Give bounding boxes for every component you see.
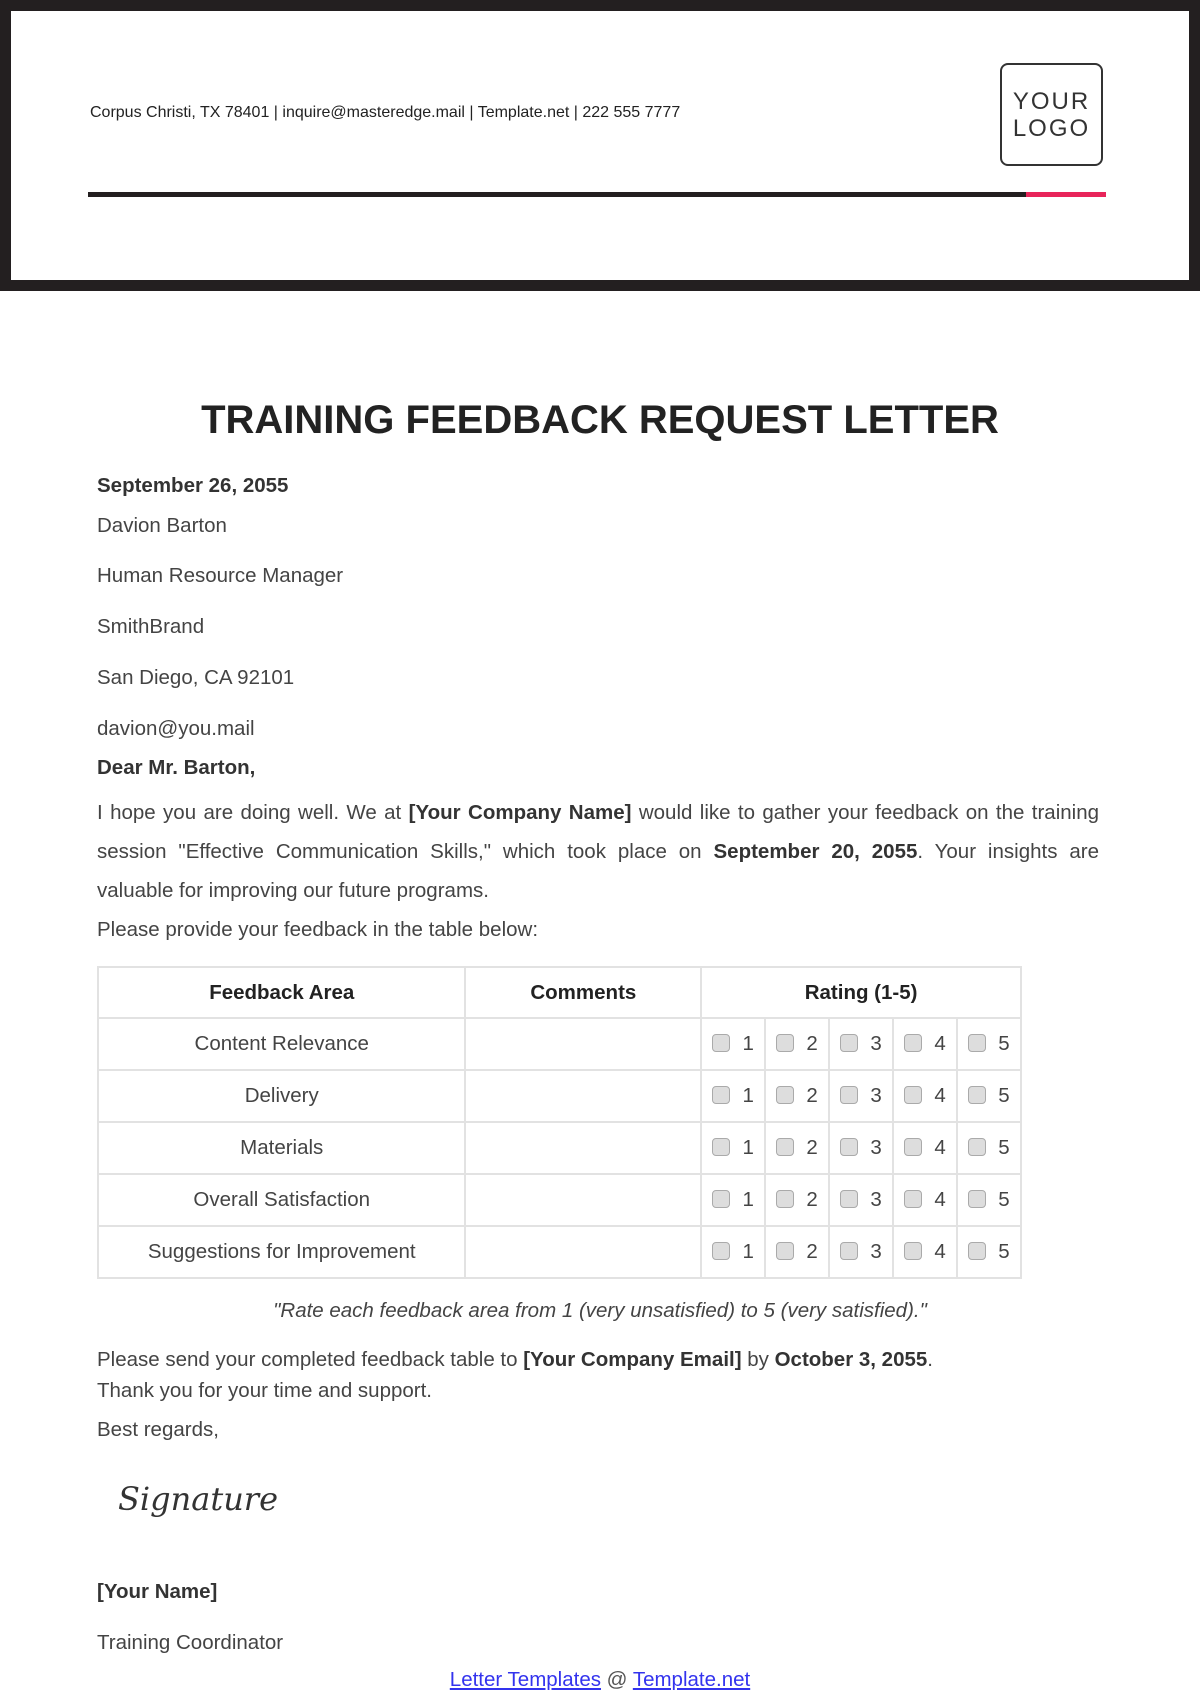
sender-role: Training Coordinator	[97, 1631, 284, 1654]
regards-line: Best regards,	[97, 1418, 219, 1441]
logo-placeholder	[1000, 63, 1103, 166]
contact-info: Corpus Christi, TX 78401 | inquire@masteredge.mail | Template.net | 222 555 7777	[90, 104, 681, 121]
rating-option[interactable]: 5	[957, 1018, 1021, 1070]
template-net-link[interactable]: Template.net	[632, 1668, 751, 1691]
checkbox[interactable]	[968, 1138, 986, 1156]
feedback-area: Suggestions for Improvement	[98, 1226, 465, 1278]
comments-cell[interactable]	[465, 1174, 701, 1226]
rating-option[interactable]: 2	[765, 1122, 829, 1174]
comments-cell[interactable]	[465, 1122, 701, 1174]
recipient-address: San Diego, CA 92101	[97, 666, 295, 689]
rating-option[interactable]: 2	[765, 1070, 829, 1122]
comments-cell[interactable]	[465, 1070, 701, 1122]
rating-option[interactable]: 2	[765, 1226, 829, 1278]
letter-date: September 26, 2055	[97, 474, 289, 497]
checkbox[interactable]	[904, 1242, 922, 1260]
comments-cell[interactable]	[465, 1226, 701, 1278]
checkbox[interactable]	[968, 1242, 986, 1260]
checkbox[interactable]	[712, 1086, 730, 1104]
salutation: Dear Mr. Barton,	[97, 756, 256, 779]
checkbox[interactable]	[776, 1190, 794, 1208]
checkbox[interactable]	[776, 1138, 794, 1156]
feedback-area: Content Relevance	[98, 1018, 465, 1070]
rating-option[interactable]: 1	[701, 1174, 765, 1226]
checkbox[interactable]	[904, 1138, 922, 1156]
table-row	[98, 1174, 1021, 1226]
checkbox[interactable]	[840, 1190, 858, 1208]
rating-option[interactable]: 4	[893, 1174, 957, 1226]
recipient-company: SmithBrand	[97, 615, 205, 638]
thanks-line: Thank you for your time and support.	[97, 1379, 433, 1402]
rating-option[interactable]: 5	[957, 1122, 1021, 1174]
signature: Signature	[118, 1480, 279, 1518]
feedback-area: Overall Satisfaction	[98, 1174, 465, 1226]
rating-option[interactable]: 3	[829, 1018, 893, 1070]
rating-option[interactable]: 4	[893, 1018, 957, 1070]
feedback-area: Delivery	[98, 1070, 465, 1122]
table-row	[98, 1226, 1021, 1278]
sender-name: [Your Name]	[97, 1580, 218, 1603]
letterhead	[0, 0, 1200, 291]
rating-option[interactable]: 5	[957, 1226, 1021, 1278]
checkbox[interactable]	[776, 1034, 794, 1052]
table-intro: Please provide your feedback in the table below:	[97, 918, 539, 941]
body-paragraph: I hope you are doing well. We at [Your Company Name] would like to gather your feedback on the training session "Effective Communication Skills," which took place on September 20, 2055. Your insights are valuable for improving our future programs. Please provide your feedback in the table below:	[97, 801, 1100, 941]
rating-option[interactable]: 3	[829, 1122, 893, 1174]
rating-option[interactable]: 3	[829, 1070, 893, 1122]
checkbox[interactable]	[904, 1034, 922, 1052]
recipient-email: davion@you.mail	[97, 717, 255, 740]
rating-option[interactable]: 4	[893, 1122, 957, 1174]
checkbox[interactable]	[968, 1190, 986, 1208]
header-comments: Comments	[465, 967, 701, 1018]
checkbox[interactable]	[712, 1034, 730, 1052]
logo-text: LOGO	[1012, 114, 1091, 142]
feedback-table	[97, 966, 1022, 1279]
checkbox[interactable]	[840, 1086, 858, 1104]
recipient-name: Davion Barton	[97, 514, 227, 537]
letter-templates-link[interactable]: Letter Templates	[449, 1668, 601, 1691]
checkbox[interactable]	[712, 1138, 730, 1156]
closing-paragraph: Please send your completed feedback table to [Your Company Email] by October 3, 2055.	[97, 1348, 933, 1371]
header-divider-accent	[1026, 192, 1106, 197]
rating-option[interactable]: 1	[701, 1122, 765, 1174]
rating-option[interactable]: 1	[701, 1070, 765, 1122]
checkbox[interactable]	[840, 1242, 858, 1260]
table-row	[98, 1070, 1021, 1122]
checkbox[interactable]	[712, 1242, 730, 1260]
recipient-title: Human Resource Manager	[97, 564, 344, 587]
checkbox[interactable]	[904, 1190, 922, 1208]
rating-option[interactable]: 1	[701, 1018, 765, 1070]
checkbox[interactable]	[712, 1190, 730, 1208]
checkbox[interactable]	[840, 1138, 858, 1156]
rating-option[interactable]: 3	[829, 1174, 893, 1226]
rating-note: "Rate each feedback area from 1 (very unsatisfied) to 5 (very satisfied)."	[273, 1299, 927, 1322]
footer: Letter Templates @ Template.net	[449, 1668, 751, 1691]
rating-option[interactable]: 2	[765, 1174, 829, 1226]
comments-cell[interactable]	[465, 1018, 701, 1070]
rating-option[interactable]: 4	[893, 1070, 957, 1122]
logo-text: YOUR	[1012, 87, 1091, 115]
rating-option[interactable]: 5	[957, 1174, 1021, 1226]
table-row	[98, 1122, 1021, 1174]
header-divider	[88, 192, 1026, 197]
page-title: TRAINING FEEDBACK REQUEST LETTER	[201, 398, 999, 442]
checkbox[interactable]	[968, 1086, 986, 1104]
rating-option[interactable]: 5	[957, 1070, 1021, 1122]
feedback-area: Materials	[98, 1122, 465, 1174]
checkbox[interactable]	[840, 1034, 858, 1052]
rating-option[interactable]: 4	[893, 1226, 957, 1278]
rating-option[interactable]: 1	[701, 1226, 765, 1278]
checkbox[interactable]	[968, 1034, 986, 1052]
checkbox[interactable]	[776, 1242, 794, 1260]
rating-option[interactable]: 3	[829, 1226, 893, 1278]
rating-option[interactable]: 2	[765, 1018, 829, 1070]
checkbox[interactable]	[776, 1086, 794, 1104]
table-row	[98, 1018, 1021, 1070]
header-rating: Rating (1-5)	[701, 967, 1021, 1018]
checkbox[interactable]	[904, 1086, 922, 1104]
header-feedback-area: Feedback Area	[98, 967, 465, 1018]
